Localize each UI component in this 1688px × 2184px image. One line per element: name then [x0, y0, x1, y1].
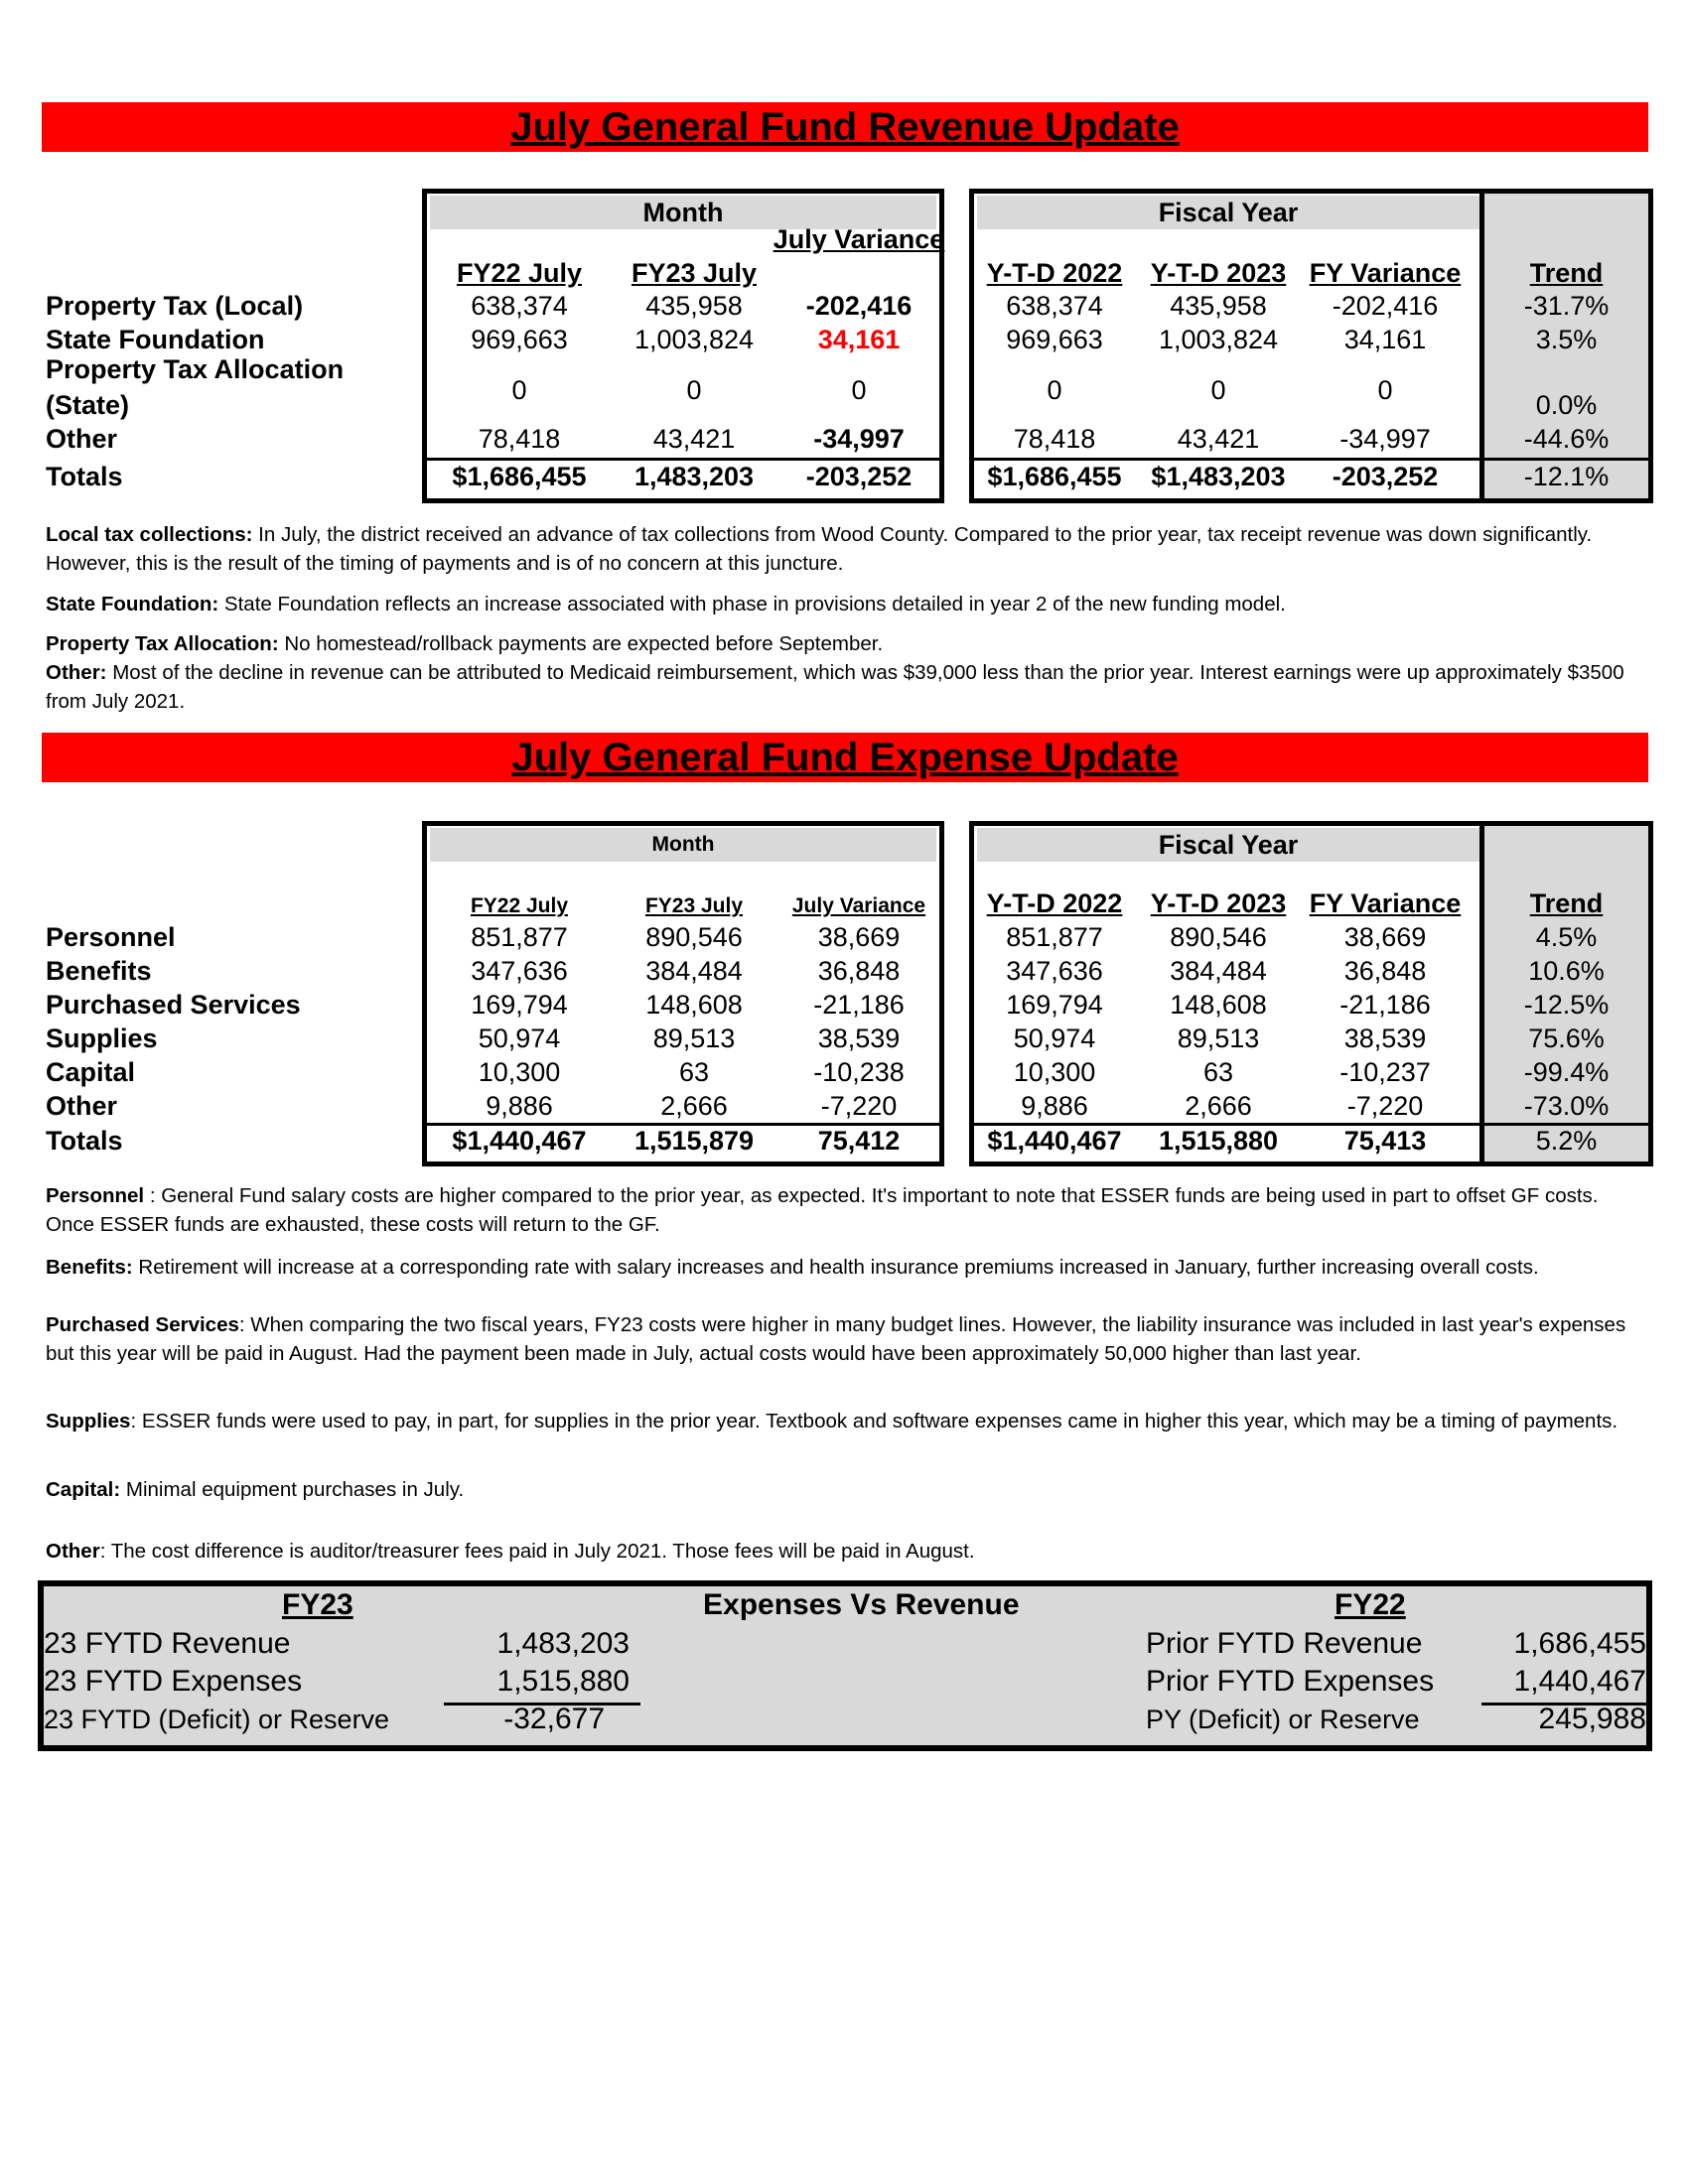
revenue-note-other: Other: Most of the decline in revenue can be attributed to Medicaid reimbursement, which was $39,000 less than the prior year. Interest earnings were up approximately $3500 from July 2021. [46, 661, 1624, 713]
expense-cell: 148,608 [1170, 990, 1267, 1020]
expense-cell: 89,513 [652, 1024, 736, 1053]
revenue-title: July General Fund Revenue Update [510, 105, 1180, 149]
revenue-cell: 1,003,824 [633, 325, 755, 354]
expense-note-supplies: Supplies: ESSER funds were used to pay, in part, for supplies in the prior year. Textbook and software expenses came in higher this year, which may be a timing of payments. [46, 1410, 1618, 1433]
expense-cell: 169,794 [471, 990, 568, 1020]
expense-cell: 38,539 [1343, 1024, 1427, 1053]
revenue-total-cell: 1,483,203 [633, 462, 755, 491]
revenue-cell: 1,003,824 [1158, 325, 1279, 354]
revenue-total-cell: -203,252 [1332, 462, 1439, 491]
summary-fy22-expenses-value: 1,440,467 [1513, 1665, 1646, 1698]
revenue-cell: 638,374 [471, 291, 568, 321]
expense-total-cell: $1,440,467 [452, 1126, 587, 1156]
summary-fy23-revenue-label: 23 FYTD Revenue [44, 1627, 291, 1660]
expense-title: July General Fund Expense Update [511, 736, 1179, 779]
expense-cell: 10,300 [478, 1057, 561, 1087]
expense-month-header: Month [430, 828, 936, 862]
revenue-cell: 34,161 [1343, 325, 1427, 354]
expense-cell: 890,546 [645, 922, 743, 952]
expense-col-fy23-july: FY23 July [644, 894, 744, 917]
revenue-cell: 0 [686, 375, 702, 405]
revenue-total-cell: -203,252 [805, 462, 913, 491]
expense-note-other: Other: The cost difference is auditor/treasurer fees paid in July 2021. Those fees will be paid in August. [46, 1540, 975, 1563]
summary-fy22-deficit-label: PY (Deficit) or Reserve [1146, 1705, 1420, 1734]
expense-cell: 10,300 [1013, 1057, 1096, 1087]
expense-col-fy-variance: FY Variance [1309, 888, 1462, 918]
revenue-col-fy22-july: FY22 July [456, 258, 583, 288]
expense-note-purchased-services: Purchased Services: When comparing the two fiscal years, FY23 costs were higher in many budget lines. However, the liability insurance was included in last year's expenses but this year will be paid in August. Had the payment been made in July, actual costs would have been approximately 50,000 higher than last year. [46, 1313, 1626, 1365]
expense-cell: 148,608 [645, 990, 743, 1020]
expense-cell: 851,877 [471, 922, 568, 952]
revenue-col-july-variance: July Variance [773, 224, 945, 254]
revenue-col-fy23-july: FY23 July [631, 258, 758, 288]
revenue-cell: -202,416 [805, 291, 913, 321]
expense-cell: 9,886 [486, 1091, 553, 1121]
expense-row-label: Purchased Services [46, 990, 301, 1020]
revenue-note-state-foundation: State Foundation: State Foundation reflects an increase associated with phase in provisions detailed in year 2 of the new funding model. [46, 593, 1286, 615]
expense-col-trend: Trend [1529, 888, 1604, 918]
revenue-cell: 78,418 [478, 424, 561, 454]
expense-row-label: Other [46, 1091, 118, 1121]
expense-col-fy22-july: FY22 July [470, 894, 569, 917]
revenue-cell: 78,418 [1013, 424, 1096, 454]
expense-row-label: Capital [46, 1057, 136, 1087]
summary-fy22-expenses-label: Prior FYTD Expenses [1146, 1665, 1435, 1698]
expense-banner [42, 733, 1648, 782]
revenue-cell-highlight: 34,161 [817, 325, 901, 354]
expense-cell: -7,220 [1346, 1091, 1424, 1121]
expense-cell: -10,238 [813, 1057, 905, 1087]
revenue-cell: 435,958 [1170, 291, 1267, 321]
revenue-total-cell: $1,483,203 [1151, 462, 1286, 491]
expense-cell: 50,974 [478, 1024, 561, 1053]
summary-center-title: Expenses Vs Revenue [703, 1588, 1020, 1621]
expense-note-personnel: Personnel : General Fund salary costs are higher compared to the prior year, as expected. It's important to note that ESSER funds are being used in part to offset GF costs. Once ESSER funds are exhausted, these costs will return to the GF. [46, 1184, 1599, 1236]
revenue-banner [42, 102, 1648, 152]
revenue-cell: 638,374 [1006, 291, 1103, 321]
revenue-col-fy-variance: FY Variance [1309, 258, 1462, 288]
expense-cell: 169,794 [1006, 990, 1103, 1020]
revenue-cell: 435,958 [645, 291, 743, 321]
expense-trend-cell: -99.4% [1523, 1057, 1610, 1087]
expense-cell: 384,484 [645, 956, 743, 986]
summary-fy22-title: FY22 [1335, 1588, 1406, 1621]
revenue-cell: 969,663 [471, 325, 568, 354]
revenue-cell: 0 [1210, 375, 1226, 405]
revenue-trend-total-cell: -12.1% [1523, 462, 1610, 491]
expense-cell: 36,848 [817, 956, 901, 986]
expense-cell: 890,546 [1170, 922, 1267, 952]
expense-cell: 384,484 [1170, 956, 1267, 986]
expense-note-benefits: Benefits: Retirement will increase at a corresponding rate with salary increases and health insurance premiums increased in January, further increasing overall costs. [46, 1256, 1539, 1279]
summary-fy22-revenue-value: 1,686,455 [1513, 1627, 1646, 1660]
revenue-note-property-tax-allocation: Property Tax Allocation: No homestead/rollback payments are expected before September. [46, 632, 884, 655]
expense-cell: -21,186 [813, 990, 905, 1020]
expense-col-ytd-2022: Y-T-D 2022 [986, 888, 1123, 918]
expense-trend-cell: -12.5% [1523, 990, 1610, 1020]
expense-cell: 347,636 [1006, 956, 1103, 986]
expense-cell: -10,237 [1339, 1057, 1431, 1087]
revenue-cell: 43,421 [1177, 424, 1260, 454]
revenue-trend-cell: -31.7% [1523, 291, 1610, 321]
expense-cell: 347,636 [471, 956, 568, 986]
summary-fy23-deficit-value: -32,677 [503, 1703, 605, 1735]
revenue-cell: -34,997 [1339, 424, 1431, 454]
expense-total-cell: 1,515,879 [633, 1126, 755, 1156]
revenue-cell: 0 [1047, 375, 1062, 405]
expense-row-label: Supplies [46, 1024, 158, 1053]
revenue-col-ytd-2022: Y-T-D 2022 [986, 258, 1123, 288]
revenue-note-local-tax: Local tax collections: In July, the district received an advance of tax collections from Wood County. Compared to the prior year, tax receipt revenue was down significantly. However, this is the result of the timing of payments and is of no concern at this juncture. [46, 523, 1593, 575]
summary-fy23-revenue-value: 1,483,203 [496, 1627, 630, 1660]
revenue-cell: 0 [511, 375, 527, 405]
expense-cell: -21,186 [1339, 990, 1431, 1020]
expense-cell: 63 [678, 1057, 710, 1087]
expense-note-capital: Capital: Minimal equipment purchases in July. [46, 1478, 465, 1501]
expenses-vs-revenue-box [38, 1580, 1652, 1751]
expense-total-cell: 1,515,880 [1158, 1126, 1279, 1156]
revenue-totals-label: Totals [46, 462, 123, 491]
expense-row-label: Personnel [46, 922, 176, 952]
revenue-cell: 0 [851, 375, 867, 405]
revenue-trend-cell: 0.0% [1535, 390, 1598, 420]
expense-cell: 89,513 [1177, 1024, 1260, 1053]
summary-fy23-deficit-label: 23 FYTD (Deficit) or Reserve [44, 1705, 390, 1734]
expense-trend-cell: 75.6% [1528, 1024, 1605, 1053]
expense-cell: -7,220 [820, 1091, 898, 1121]
revenue-row-label-line2: (State) [46, 390, 130, 420]
expense-trend-cell: -73.0% [1523, 1091, 1610, 1121]
expense-cell: 36,848 [1343, 956, 1427, 986]
expense-cell: 63 [1202, 1057, 1234, 1087]
expense-trend-cell: 10.6% [1528, 956, 1605, 986]
expense-total-cell: $1,440,467 [987, 1126, 1122, 1156]
revenue-row-label: Property Tax Allocation [46, 354, 345, 384]
revenue-row-label: State Foundation [46, 325, 265, 354]
expense-cell: 2,666 [660, 1091, 728, 1121]
revenue-month-header: Month [430, 196, 936, 229]
revenue-col-trend: Trend [1529, 258, 1604, 288]
revenue-total-cell: $1,686,455 [987, 462, 1122, 491]
expense-row-label: Benefits [46, 956, 152, 986]
expense-fy-header: Fiscal Year [977, 828, 1479, 862]
expense-cell: 38,539 [817, 1024, 901, 1053]
summary-fy23-expenses-value: 1,515,880 [496, 1665, 630, 1698]
revenue-fy-header: Fiscal Year [977, 196, 1479, 229]
revenue-cell: 0 [1377, 375, 1393, 405]
expense-cell: 38,669 [1343, 922, 1427, 952]
revenue-cell: 969,663 [1006, 325, 1103, 354]
expense-cell: 2,666 [1185, 1091, 1252, 1121]
revenue-col-ytd-2023: Y-T-D 2023 [1150, 258, 1287, 288]
expense-total-cell: 75,413 [1343, 1126, 1427, 1156]
expense-cell: 9,886 [1021, 1091, 1088, 1121]
summary-fy22-revenue-label: Prior FYTD Revenue [1146, 1627, 1423, 1660]
summary-fy22-deficit-value: 245,988 [1538, 1703, 1646, 1735]
revenue-cell: 43,421 [652, 424, 736, 454]
expense-cell: 38,669 [817, 922, 901, 952]
summary-fy23-title: FY23 [282, 1588, 353, 1621]
expense-totals-label: Totals [46, 1126, 123, 1156]
revenue-total-cell: $1,686,455 [452, 462, 587, 491]
revenue-row-label: Other [46, 424, 118, 454]
revenue-cell: -34,997 [813, 424, 905, 454]
revenue-trend-cell: 3.5% [1535, 325, 1598, 354]
expense-trend-cell: 4.5% [1535, 922, 1598, 952]
expense-cell: 851,877 [1006, 922, 1103, 952]
revenue-row-label: Property Tax (Local) [46, 291, 304, 321]
expense-col-july-variance: July Variance [791, 894, 926, 917]
expense-col-ytd-2023: Y-T-D 2023 [1150, 888, 1287, 918]
expense-total-cell: 75,412 [817, 1126, 901, 1156]
summary-fy23-expenses-label: 23 FYTD Expenses [44, 1665, 303, 1698]
expense-cell: 50,974 [1013, 1024, 1096, 1053]
revenue-trend-cell: -44.6% [1523, 424, 1610, 454]
revenue-cell: -202,416 [1332, 291, 1439, 321]
expense-trend-total-cell: 5.2% [1535, 1126, 1598, 1156]
